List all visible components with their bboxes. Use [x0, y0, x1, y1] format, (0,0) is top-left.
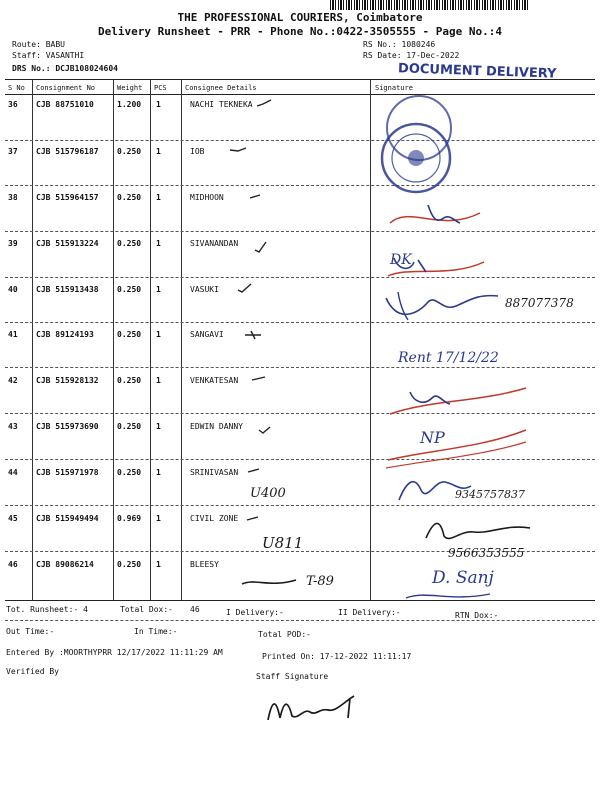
- cell-weight: 0.250: [117, 239, 142, 248]
- cell-sno: 37: [8, 147, 18, 156]
- cell-consignment: CJB 515796187: [36, 147, 99, 156]
- rs-date: RS Date: 17-Dec-2022: [363, 51, 460, 60]
- signature-scribble: [378, 284, 508, 326]
- tick-mark: [245, 514, 261, 524]
- cell-consignment: CJB 515964157: [36, 193, 99, 202]
- ii-delivery-label: II Delivery:-: [338, 608, 401, 617]
- cell-weight: 0.250: [117, 376, 142, 385]
- cell-weight: 0.250: [117, 285, 142, 294]
- document-delivery-stamp: DOCUMENT DELIVERY: [397, 61, 557, 82]
- company-title: THE PROFESSIONAL COURIERS, Coimbatore: [177, 11, 423, 24]
- handwritten-signature: D. Sanj: [432, 568, 494, 588]
- handwritten-signature: Rent 17/12/22: [398, 350, 499, 366]
- cell-consignee: NACHI TEKNEKA: [190, 100, 253, 109]
- col-header-consignee: Consignee Details: [185, 84, 257, 92]
- handwritten-signature: NP: [420, 428, 445, 447]
- drs-number: DRS No.: DCJB108024604: [12, 64, 118, 73]
- cell-consignee: BLEESY: [190, 560, 219, 569]
- cell-sno: 44: [8, 468, 18, 477]
- total-dox-label: Total Dox:-: [120, 605, 173, 614]
- cell-consignment: CJB 515973690: [36, 422, 99, 431]
- cell-pcs: 1: [156, 468, 161, 477]
- handwritten-note: U811: [262, 534, 304, 552]
- cell-consignee: SIVANANDAN: [190, 239, 239, 248]
- row-divider: [5, 505, 595, 506]
- cell-consignee: CIVIL ZONE: [190, 514, 239, 523]
- col-header-signature: Signature: [375, 84, 413, 92]
- cell-weight: 0.250: [117, 468, 142, 477]
- cell-pcs: 1: [156, 560, 161, 569]
- col-header-sno: S No: [8, 84, 25, 92]
- cell-weight: 0.250: [117, 193, 142, 202]
- i-delivery-label: I Delivery:-: [226, 608, 284, 617]
- handwritten-phone: 9566353555: [448, 546, 525, 560]
- handwritten-note: T-89: [306, 574, 334, 589]
- cell-sno: 42: [8, 376, 18, 385]
- tick-mark: [257, 424, 273, 436]
- cell-consignment: CJB 515913224: [36, 239, 99, 248]
- tick-mark: [250, 374, 268, 384]
- staff-label: Staff: VASANTHI: [12, 51, 85, 60]
- runsheet-subtitle: Delivery Runsheet - PRR - Phone No.:0422-3505555 - Page No.:4: [98, 25, 502, 38]
- tick-mark: [248, 192, 264, 202]
- table-row: [0, 560, 600, 604]
- signature-scribble: [380, 195, 490, 235]
- cell-consignment: CJB 515913438: [36, 285, 99, 294]
- cell-weight: 0.969: [117, 514, 142, 523]
- cell-sno: 45: [8, 514, 18, 523]
- cell-pcs: 1: [156, 193, 161, 202]
- signature-scribble: [380, 420, 530, 470]
- footer-divider: [5, 620, 595, 621]
- col-header-weight: Weight: [117, 84, 143, 92]
- cell-pcs: 1: [156, 239, 161, 248]
- total-pod-label: Total POD:-: [258, 630, 311, 639]
- cell-sno: 38: [8, 193, 18, 202]
- cell-sno: 43: [8, 422, 18, 431]
- rs-number: RS No.: 1080246: [363, 40, 436, 49]
- handwritten-phone: 9345757837: [455, 488, 525, 501]
- cell-consignee: MIDHOON: [190, 193, 224, 202]
- handwritten-phone: 887077378: [505, 296, 574, 310]
- route-label: Route: BABU: [12, 40, 65, 49]
- cell-pcs: 1: [156, 147, 161, 156]
- cell-pcs: 1: [156, 514, 161, 523]
- strikethrough-scribble: [240, 574, 300, 590]
- cell-sno: 46: [8, 560, 18, 569]
- tick-mark: [246, 466, 262, 476]
- table-bottom-rule: [5, 600, 595, 601]
- cell-weight: 0.250: [117, 147, 142, 156]
- total-runsheet: Tot. Runsheet:- 4: [6, 605, 88, 614]
- barcode: [330, 0, 530, 10]
- printed-on: Printed On: 17-12-2022 11:11:17: [262, 652, 412, 661]
- cell-weight: 1.200: [117, 100, 142, 109]
- verified-by-label: Verified By: [6, 667, 59, 676]
- cell-consignment: CJB 88751010: [36, 100, 94, 109]
- row-divider: [5, 185, 595, 186]
- cell-consignee: SRINIVASAN: [190, 468, 239, 477]
- staff-signature-scribble: [262, 690, 372, 730]
- in-time-label: In Time:-: [134, 627, 178, 636]
- branch-stamp: [374, 90, 464, 195]
- cell-pcs: 1: [156, 376, 161, 385]
- cell-weight: 0.250: [117, 560, 142, 569]
- cell-pcs: 1: [156, 330, 161, 339]
- staff-signature-label: Staff Signature: [256, 672, 329, 681]
- col-header-pcs: PCS: [154, 84, 167, 92]
- table-top-rule: [5, 79, 595, 80]
- table-header-rule: [5, 94, 595, 95]
- cell-weight: 0.250: [117, 330, 142, 339]
- rtn-dox-label: RTN Dox:-: [455, 611, 499, 620]
- cell-weight: 0.250: [117, 422, 142, 431]
- cell-sno: 39: [8, 239, 18, 248]
- cell-consignment: CJB 515928132: [36, 376, 99, 385]
- cell-pcs: 1: [156, 285, 161, 294]
- cell-consignee: VASUKI: [190, 285, 219, 294]
- entered-by: Entered By :MOORTHYPRR 12/17/2022 11:11:29 AM: [6, 648, 223, 657]
- col-header-consignment: Consignment No: [36, 84, 96, 92]
- table-row: [0, 100, 600, 144]
- signature-scribble: [420, 514, 540, 548]
- signature-scribble: [400, 586, 500, 606]
- signature-scribble: [380, 378, 530, 420]
- cell-consignee: VENKATESAN: [190, 376, 239, 385]
- cell-consignee: EDWIN DANNY: [190, 422, 243, 431]
- cell-consignee: IOB: [190, 147, 205, 156]
- tick-mark: [255, 98, 275, 110]
- row-divider: [5, 367, 595, 368]
- cell-pcs: 1: [156, 100, 161, 109]
- cell-consignment: CJB 515971978: [36, 468, 99, 477]
- cell-sno: 41: [8, 330, 18, 339]
- cell-sno: 36: [8, 100, 18, 109]
- tick-mark: [228, 145, 248, 155]
- tick-mark: [253, 240, 269, 254]
- out-time-label: Out Time:-: [6, 627, 55, 636]
- tick-mark: [236, 282, 254, 294]
- cell-sno: 40: [8, 285, 18, 294]
- row-divider: [5, 277, 595, 278]
- cell-consignment: CJB 89124193: [36, 330, 94, 339]
- cell-pcs: 1: [156, 422, 161, 431]
- handwritten-signature: DK: [390, 252, 412, 268]
- total-dox-value: 46: [190, 605, 200, 614]
- handwritten-note: U400: [250, 486, 286, 501]
- tick-mark: [243, 330, 263, 340]
- cell-consignment: CJB 89086214: [36, 560, 94, 569]
- cell-consignment: CJB 515949494: [36, 514, 99, 523]
- row-divider: [5, 140, 595, 141]
- cell-consignee: SANGAVI: [190, 330, 224, 339]
- row-divider: [5, 231, 595, 232]
